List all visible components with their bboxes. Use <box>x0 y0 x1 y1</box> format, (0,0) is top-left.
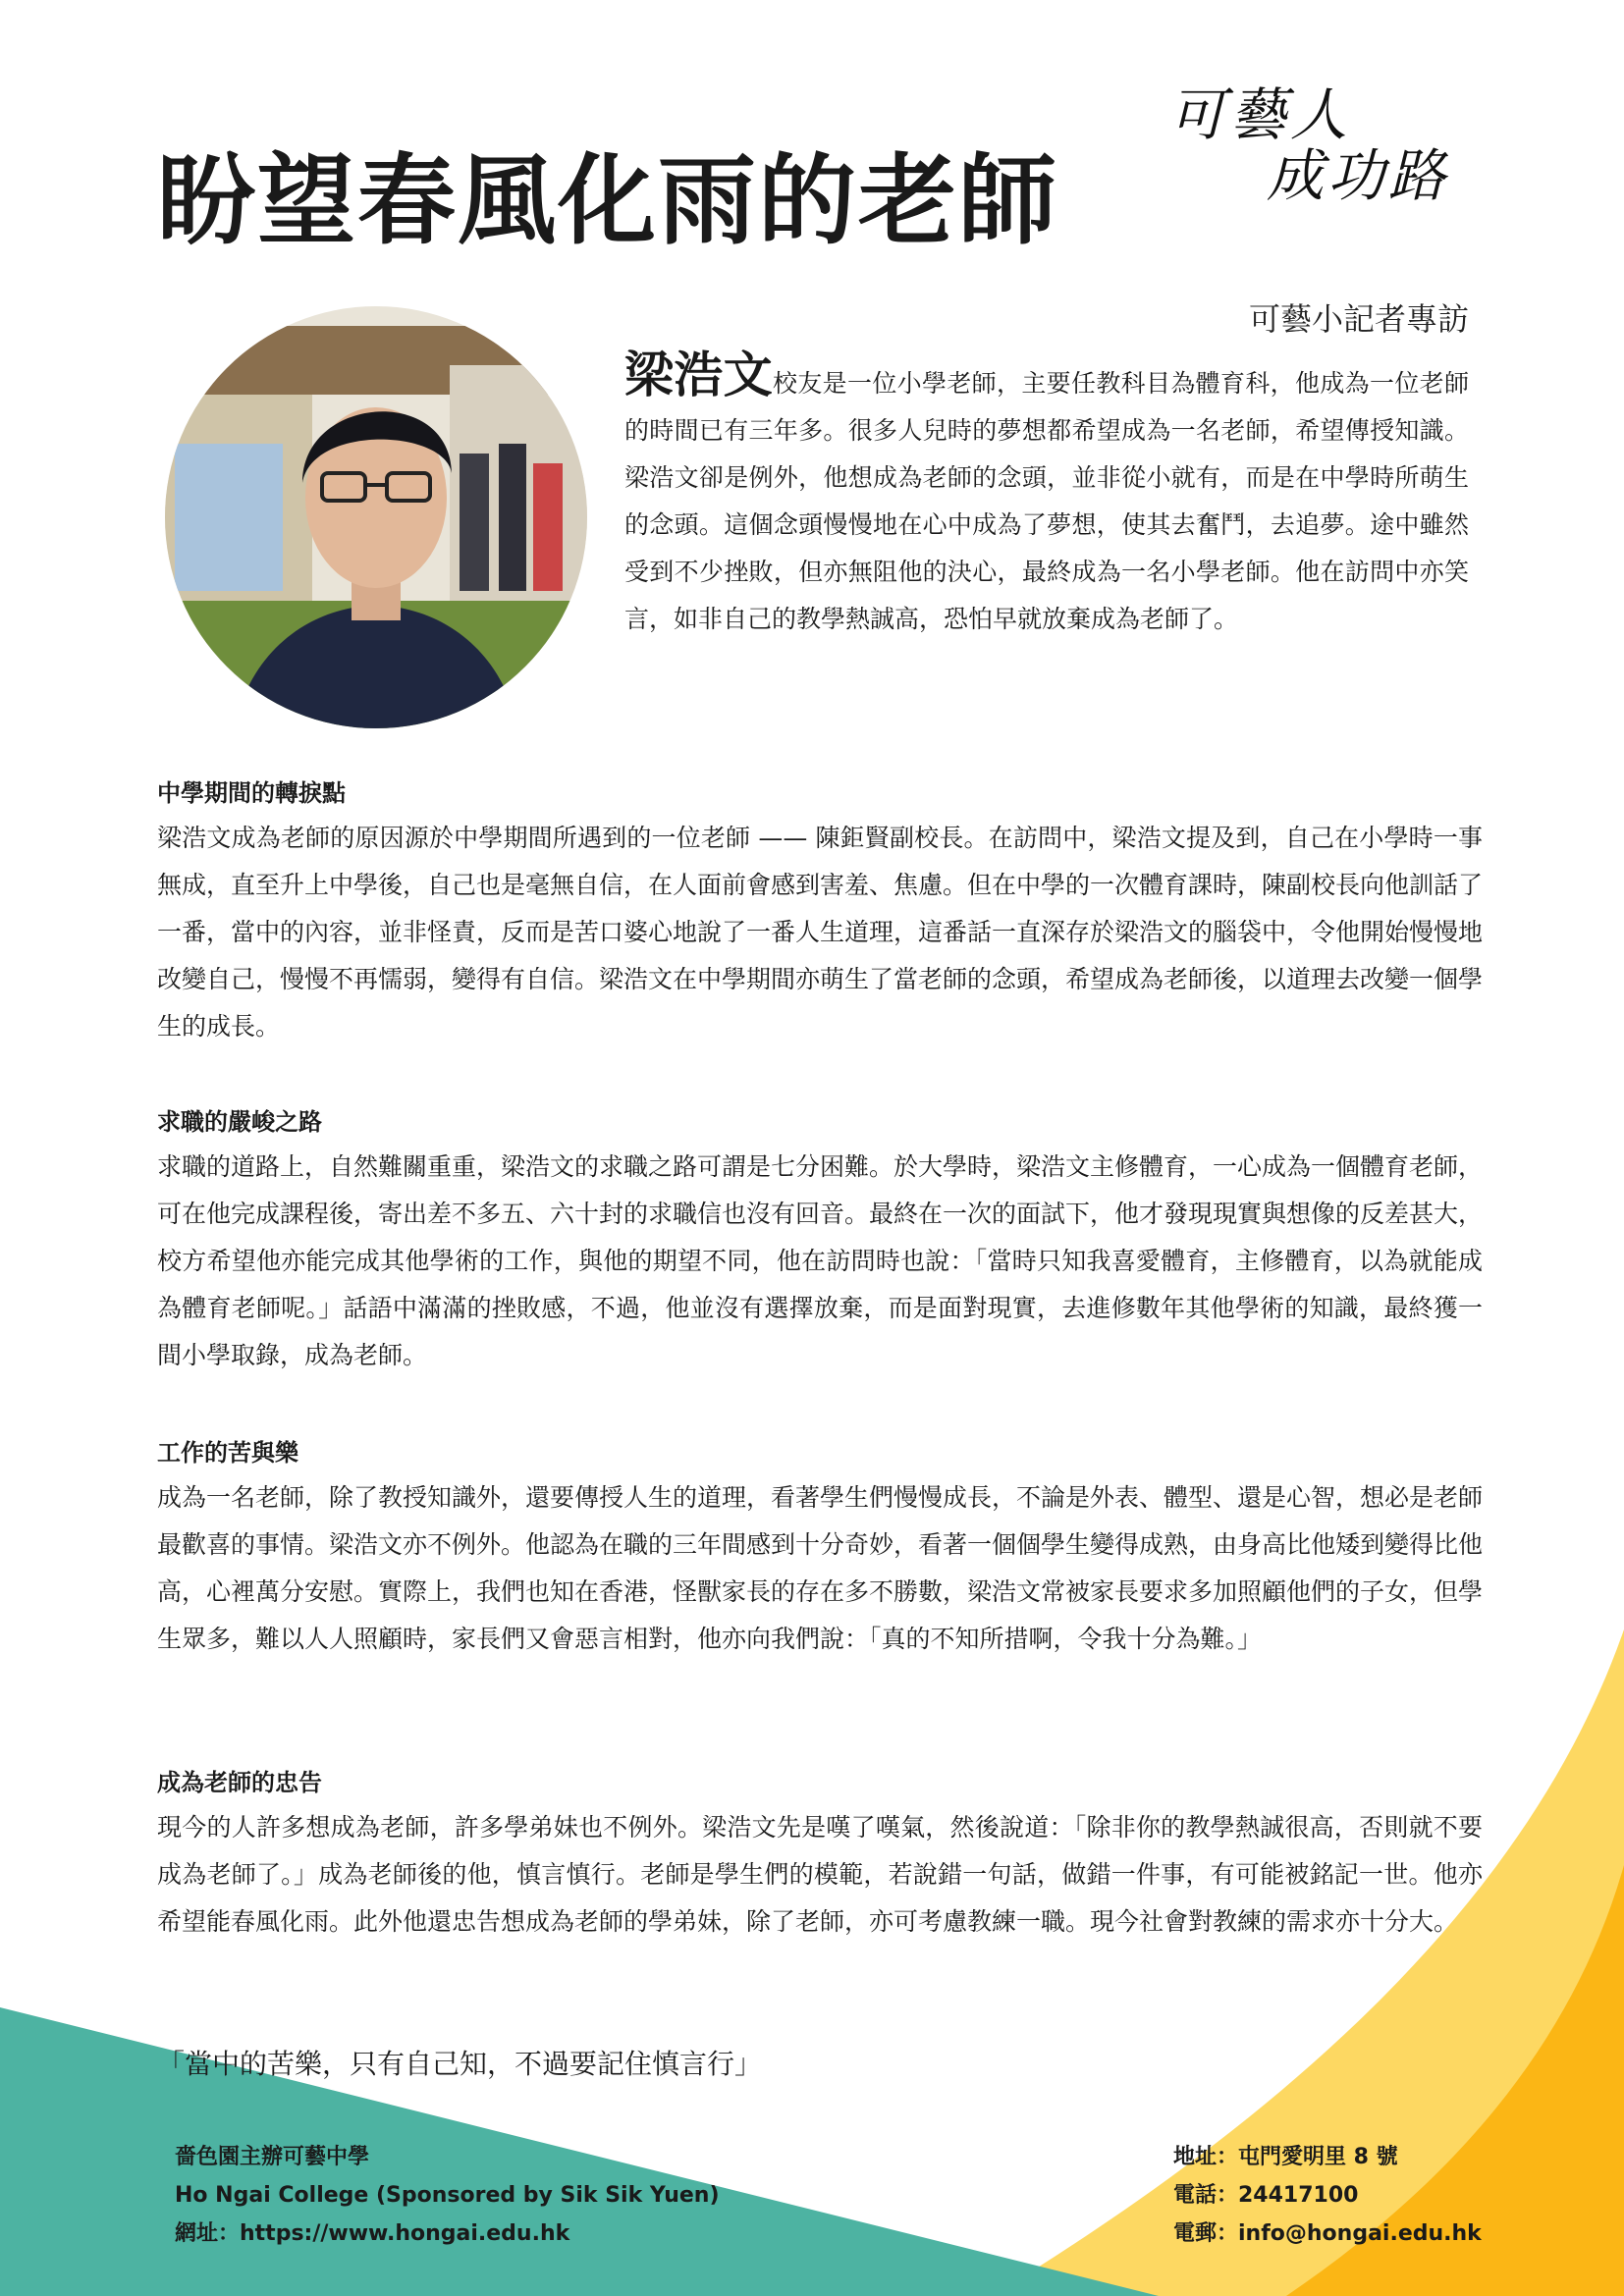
page-title: 盼望春風化雨的老師 <box>157 143 1058 258</box>
section-heading: 中學期間的轉捩點 <box>157 779 346 807</box>
school-phone: 電話：24417100 <box>1173 2183 1359 2208</box>
section-body: 現今的人許多想成為老師，許多學弟妹也不例外。梁浩文先是嘆了嘆氣，然後說道：「除非你的教學熱誠很高，否則就不要成為老師了。」成為老師後的他，慎言慎行。老師是學生們的模範，若說錯一句話，做錯一件事，有可能被銘記一世。他亦希望能春風化雨。此外他還忠告想成為老師的學弟妹，除了老師，亦可考慮教練一職。現今社會對教練的需求亦十分大。 <box>157 1813 1483 1936</box>
section-heading: 求職的嚴峻之路 <box>157 1108 322 1136</box>
interviewee-name: 梁浩文 <box>624 347 773 403</box>
brand-logo-line1: 可藝人 <box>1168 81 1352 148</box>
closing-quote: 「當中的苦樂，只有自己知，不過要記住慎言行」 <box>157 2048 763 2080</box>
brand-logo <box>1159 69 1473 209</box>
school-email[interactable]: 電郵：info@hongai.edu.hk <box>1173 2221 1482 2246</box>
section-heading: 工作的苦與樂 <box>157 1439 298 1467</box>
footer-school-info <box>175 2138 720 2253</box>
section-heading: 成為老師的忠告 <box>157 1769 322 1796</box>
interviewee-photo <box>165 306 587 728</box>
section-job-hunting <box>157 1104 1483 1379</box>
intro-text: 校友是一位小學老師，主要任教科目為體育科，他成為一位老師的時間已有三年多。很多人兒時的夢想都希望成為一名老師，希望傳授知識。梁浩文卻是例外，他想成為老師的念頭，並非從小就有，而是在中學時所萌生的念頭。這個念頭慢慢地在心中成為了夢想，使其去奮鬥，去追夢。途中雖然受到不少挫敗，但亦無阻他的決心，最終成為一名小學老師。他在訪問中亦笑言，如非自己的教學熱誠高，恐怕早就放棄成為老師了。 <box>624 369 1469 633</box>
school-name-zh: 嗇色園主辦可藝中學 <box>175 2145 370 2169</box>
footer-contact-info <box>1173 2138 1482 2253</box>
section-body: 求職的道路上，自然難關重重，梁浩文的求職之路可謂是七分困難。於大學時，梁浩文主修體育，一心成為一個體育老師，可在他完成課程後，寄出差不多五、六十封的求職信也沒有回音。最終在一次的面試下，他才發現現實與想像的反差甚大，校方希望他亦能完成其他學術的工作，與他的期望不同，他在訪問時也說：「當時只知我喜愛體育，主修體育，以為就能成為體育老師呢。」話語中滿滿的挫敗感，不過，他並沒有選擇放棄，而是面對現實，去進修數年其他學術的知識，最終獲一間小學取錄，成為老師。 <box>157 1152 1484 1369</box>
brand-logo-line2: 成功路 <box>1267 142 1450 209</box>
section-body: 成為一名老師，除了教授知識外，還要傳授人生的道理，看著學生們慢慢成長，不論是外表、體型、還是心智，想必是老師最歡喜的事情。梁浩文亦不例外。他認為在職的三年間感到十分奇妙，看著一個個學生變得成熟，由身高比他矮到變得比他高，心裡萬分安慰。實際上，我們也知在香港，怪獸家長的存在多不勝數，梁浩文常被家長要求多加照顧他們的子女，但學生眾多，難以人人照顧時，家長們又會惡言相對，他亦向我們說：「真的不知所措啊，令我十分為難。」 <box>157 1483 1484 1653</box>
reporter-byline: 可藝小記者專訪 <box>1248 300 1469 338</box>
school-website[interactable]: 網址：https://www.hongai.edu.hk <box>175 2221 570 2246</box>
school-address: 地址：屯門愛明里 8 號 <box>1173 2145 1398 2169</box>
section-advice <box>157 1765 1483 1946</box>
school-name-en: Ho Ngai College (Sponsored by Sik Sik Yuen) <box>175 2183 720 2208</box>
intro-paragraph <box>624 347 1469 643</box>
section-turning-point <box>157 775 1483 1050</box>
section-work-joys <box>157 1435 1483 1663</box>
section-body: 梁浩文成為老師的原因源於中學期間所遇到的一位老師 —— 陳鉅賢副校長。在訪問中，梁浩文提及到，自己在小學時一事無成，直至升上中學後，自己也是毫無自信，在人面前會感到害羞、焦慮。但在中學的一次體育課時，陳副校長向他訓話了一番，當中的內容，並非怪責，反而是苦口婆心地說了一番人生道理，這番話一直深存於梁浩文的腦袋中，令他開始慢慢地改變自己，慢慢不再懦弱，變得有自信。梁浩文在中學期間亦萌生了當老師的念頭，希望成為老師後，以道理去改變一個學生的成長。 <box>157 824 1484 1041</box>
